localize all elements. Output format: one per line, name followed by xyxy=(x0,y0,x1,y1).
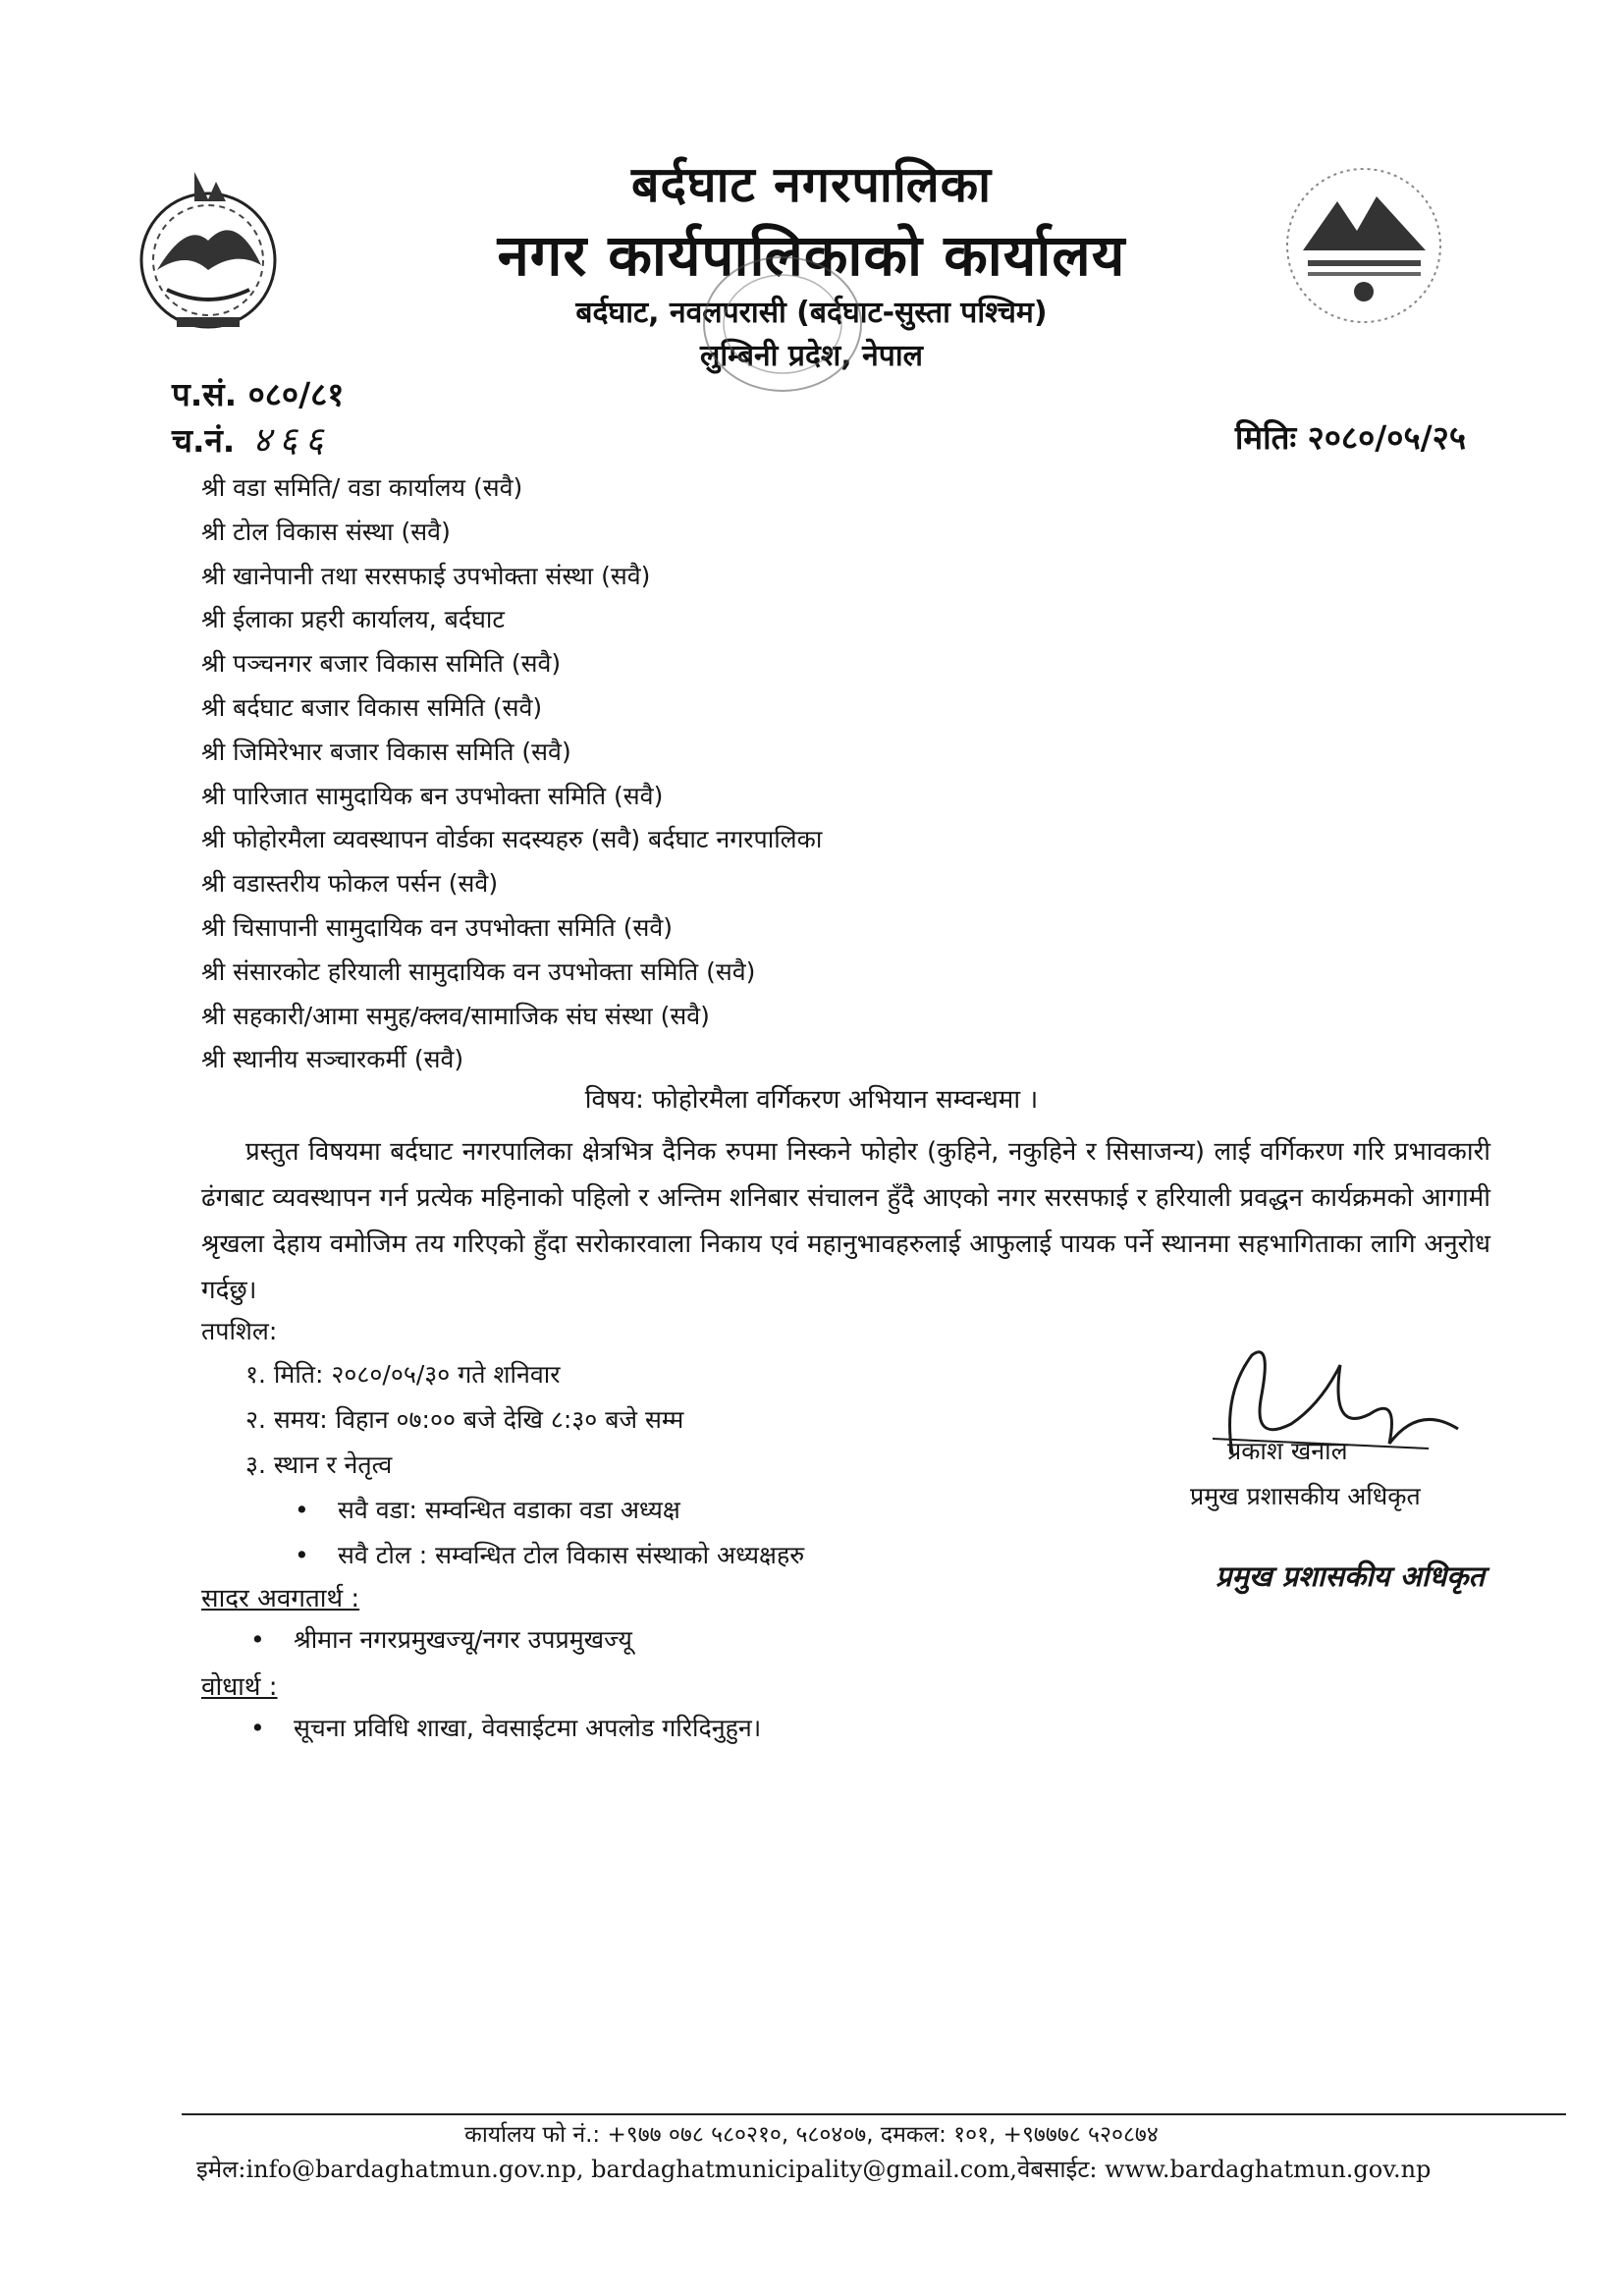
addressee-item: श्री संसारकोट हरियाली सामुदायिक वन उपभोक्ता समिति (सवै) xyxy=(201,957,756,986)
for-action-text: सूचना प्रविधि शाखा, वेवसाईटमा अपलोड गरिदिनुहुन। xyxy=(294,1714,762,1742)
for-action-heading: वोधार्थ : xyxy=(201,1672,278,1702)
bullet-icon: • xyxy=(250,1714,265,1742)
addressee-item: श्री स्थानीय सञ्चारकर्मी (सवै) xyxy=(201,1045,464,1074)
addressee-item: श्री वडास्तरीय फोकल पर्सन (सवै) xyxy=(201,869,499,899)
footer-email-website: इमेल:info@bardaghatmun.gov.np, bardaghatmunicipality@gmail.com,वेबसाईट: www.bardaghatmun.gov.np xyxy=(196,2156,1432,2183)
detail-subitem-text: सवै टोल : सम्वन्धित टोल विकास संस्थाको अध्यक्षहरु xyxy=(338,1541,805,1569)
addressee-item: श्री टोल विकास संस्था (सवै) xyxy=(201,517,451,546)
footer-phone: कार्यालय फो नं.: +९७७ ०७८ ५८०२१०, ५८०४०७, दमकल: १०१, +९७७७८ ५२०८७४ xyxy=(464,2122,1159,2148)
dispatch-number-value: ४६६ xyxy=(252,420,332,461)
office-name: नगर कार्यपालिकाको कार्यालय xyxy=(497,222,1126,289)
dispatch-label: च.नं. xyxy=(172,421,236,460)
signatory-title: प्रमुख प्रशासकीय अधिकृत xyxy=(1190,1482,1421,1510)
detail-subitem xyxy=(295,1493,680,1526)
addressee-item: श्री जिमिरेभार बजार विकास समिति (सवै) xyxy=(201,737,571,766)
office-seal-stamp xyxy=(699,250,866,398)
addressee-item: श्री चिसापानी सामुदायिक वन उपभोक्ता समिति (सवै) xyxy=(201,912,674,942)
detail-subitem-text: सवै वडा: सम्वन्धित वडाका वडा अध्यक्ष xyxy=(338,1496,680,1524)
bullet-icon: • xyxy=(295,1496,309,1524)
detail-subitem xyxy=(295,1538,804,1571)
footer-divider xyxy=(182,2113,1566,2115)
addressee-item: श्री पञ्चनगर बजार विकास समिति (सवै) xyxy=(201,649,562,679)
designation-stamp: प्रमुख प्रशासकीय अधिकृत xyxy=(1216,1559,1486,1593)
addressee-item: श्री सहकारी/आमा समुह/क्लव/सामाजिक संघ संस्था (सवै) xyxy=(201,1001,710,1030)
municipality-name: बर्दघाट नगरपालिका xyxy=(630,156,993,213)
detail-venue-leadership: ३. स्थान र नेतृत्व xyxy=(245,1450,393,1479)
for-information-heading: सादर अवगतार्थ : xyxy=(201,1584,360,1613)
detail-time: २. समय: विहान ०७:०० बजे देखि ८:३० बजे सम्म xyxy=(245,1405,684,1434)
addressee-item: श्री वडा समिति/ वडा कार्यालय (सवै) xyxy=(201,473,523,502)
bullet-icon: • xyxy=(295,1541,309,1569)
for-information-text: श्रीमान नगरप्रमुखज्यू/नगर उपप्रमुखज्यू xyxy=(294,1625,632,1654)
for-information-item xyxy=(250,1622,632,1656)
signatory-name: प्रकाश खनाल xyxy=(1227,1437,1348,1465)
detail-date: १. मिति: २०८०/०५/३० गते शनिवार xyxy=(245,1360,561,1389)
addressee-list xyxy=(201,466,822,1082)
details-heading: तपशिल: xyxy=(201,1317,278,1345)
dispatch-number xyxy=(172,414,332,463)
bullet-icon: • xyxy=(250,1625,265,1654)
for-action-item xyxy=(250,1711,761,1744)
letter-subject: विषय: फोहोरमैला वर्गिकरण अभियान सम्वन्धमा । xyxy=(584,1085,1039,1115)
letter-body: प्रस्तुत विषयमा बर्दघाट नगरपालिका क्षेत्रभित्र दैनिक रुपमा निस्कने फोहोर (कुहिने, नकुहिने र सिसाजन्य) लाई वर्गिकरण गरि प्रभावकारी ढंगबाट व्यवस्थापन गर्न प्रत्येक महिनाको पहिलो र अन्तिम शनिबार संचालन हुँदै आएको नगर सरसफाई र हरियाली प्रवद्धन कार्यक्रमको आगामी श्रृखला देहाय वमोजिम तय गरिएको हुँदा सरोकारवाला निकाय एवं महानुभावहरुलाई आफुलाई पायक पर्ने स्थानमा सहभागिताका लागि अनुरोध गर्दछु। xyxy=(201,1137,1490,1305)
letter-reference-number: प.सं. ०८०/८१ xyxy=(172,375,345,413)
addressee-item: श्री पारिजात सामुदायिक बन उपभोक्ता समिति (सवै) xyxy=(201,781,664,810)
office-address: बर्दघाट, नवलपरासी (बर्दघाट-सुस्ता पश्चिम) xyxy=(575,296,1048,330)
province-country: लुम्बिनी प्रदेश, नेपाल xyxy=(700,339,923,373)
letter-date: मितिः २०८०/०५/२५ xyxy=(1234,418,1466,457)
addressee-item: श्री फोहोरमैला व्यवस्थापन वोर्डका सदस्यहरु (सवै) बर्दघाट नगरपालिका xyxy=(201,825,823,854)
addressee-item: श्री बर्दघाट बजार विकास समिति (सवै) xyxy=(201,692,543,722)
addressee-item: श्री ईलाका प्रहरी कार्यालय, बर्दघाट xyxy=(201,605,505,634)
addressee-item: श्री खानेपानी तथा सरसफाई उपभोक्ता संस्था (सवै) xyxy=(201,561,651,590)
